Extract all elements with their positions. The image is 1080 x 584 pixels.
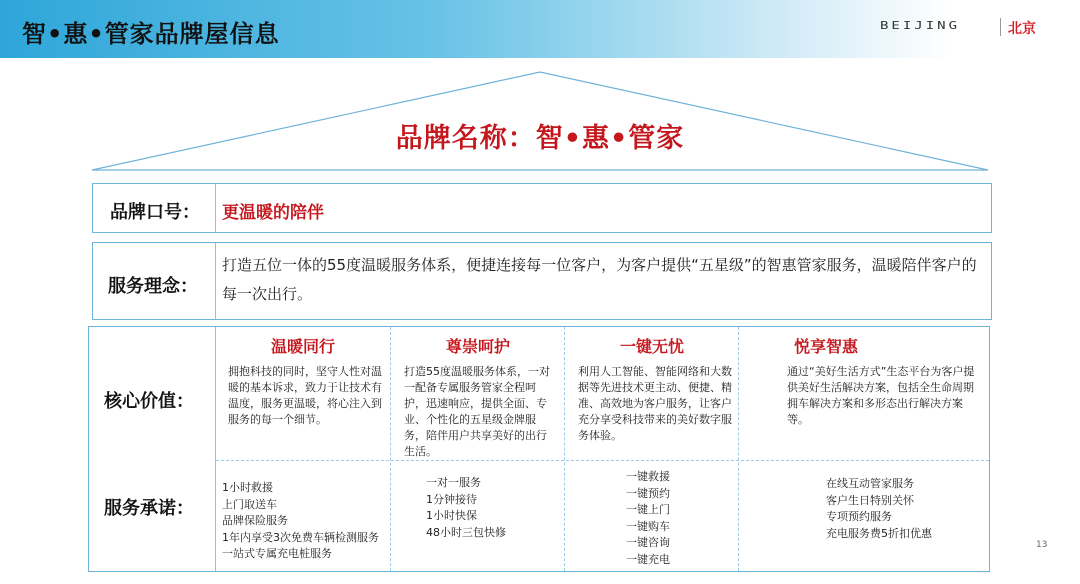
value-text-one-click: 利用人工智能、智能网络和大数据等先进技术更主动、便捷、精准、高效地为客户服务，让客户充分享受科技带来的美好数字服务体验。 — [578, 365, 732, 442]
value-title-honored-care: 尊崇呵护 — [445, 337, 510, 356]
value-text-honored-care: 打造55度温暖服务体系，一对一配备专属服务管家全程呵护，迅速响应，提供全面、专业、个性化的五星级金牌服务，陪伴用户共享美好的出行生活。 — [404, 365, 550, 458]
brand-logo-en: BEIJING — [880, 20, 961, 32]
promise-item: 1小时救援 — [222, 481, 273, 494]
promises-label: 服务承诺： — [104, 498, 194, 519]
value-title-one-click: 一键无忧 — [619, 337, 684, 356]
promise-item: 一键购车 — [626, 519, 670, 533]
concept-text: 打造五位一体的55度温暖服务体系，便捷连接每一位客户，为客户提供“五星级”的智惠管家服务，温暖陪伴客户的每一次出行。 — [222, 256, 977, 303]
value-text-smart-joy: 通过“美好生活方式”生态平台为客户提供美好生活解决方案，包括全生命周期拥车解决方案和多形态出行解决方案等。 — [787, 365, 975, 426]
promise-item: 1年内享受3次免费车辆检测服务 — [222, 530, 379, 544]
brand-logo-cn: 北京 — [1008, 21, 1036, 37]
promise-item: 一键上门 — [626, 503, 670, 516]
promise-item: 1小时快保 — [426, 509, 477, 522]
value-title-smart-joy: 悦享智惠 — [793, 337, 858, 356]
promise-list-2 — [426, 475, 506, 541]
concept-label: 服务理念： — [108, 276, 198, 297]
promise-item: 充电服务费5折扣优惠 — [826, 526, 932, 540]
slogan-value: 更温暖的陪伴 — [222, 203, 324, 223]
value-title-warm-companion: 温暖同行 — [270, 337, 335, 356]
promise-item: 48小时三包快修 — [426, 525, 506, 539]
promise-item: 一键充电 — [626, 552, 670, 566]
slogan-divider — [215, 184, 216, 232]
logo-divider — [1000, 18, 1001, 36]
values-label: 核心价值： — [104, 391, 194, 412]
promise-item: 一键救援 — [626, 470, 670, 483]
concept-divider — [215, 243, 216, 319]
promise-item: 一站式专属充电桩服务 — [222, 547, 332, 560]
promise-item: 客户生日特别关怀 — [826, 493, 914, 507]
promise-item: 专项预约服务 — [826, 510, 892, 523]
promise-item: 一键咨询 — [626, 536, 670, 549]
header-bar — [0, 0, 1080, 58]
promise-item: 品牌保险服务 — [222, 514, 288, 527]
value-text-warm-companion: 拥抱科技的同时，坚守人性对温暖的基本诉求，致力于让技术有温度，服务更温暖，将心注入到服务的每一个细节。 — [228, 365, 382, 426]
promise-item: 上门取送车 — [222, 497, 277, 511]
column-divider-3 — [738, 327, 739, 571]
promise-item: 一对一服务 — [426, 476, 481, 489]
promise-item: 1分钟接待 — [426, 492, 477, 506]
brand-name-title: 品牌名称：智•惠•管家 — [395, 123, 685, 154]
values-promises-divider — [216, 460, 989, 461]
promise-list-3 — [626, 469, 670, 568]
promise-list-4 — [826, 476, 932, 542]
column-divider-1 — [390, 327, 391, 571]
column-divider-2 — [564, 327, 565, 571]
page-title: 智•惠•管家品牌屋信息 — [22, 20, 280, 48]
slogan-label: 品牌口号： — [110, 202, 200, 223]
page-number: 13 — [1036, 540, 1048, 550]
values-divider — [215, 327, 216, 571]
promise-item: 一键预约 — [626, 486, 670, 500]
promise-item: 在线互动管家服务 — [826, 477, 914, 490]
promise-list-1 — [222, 480, 379, 563]
